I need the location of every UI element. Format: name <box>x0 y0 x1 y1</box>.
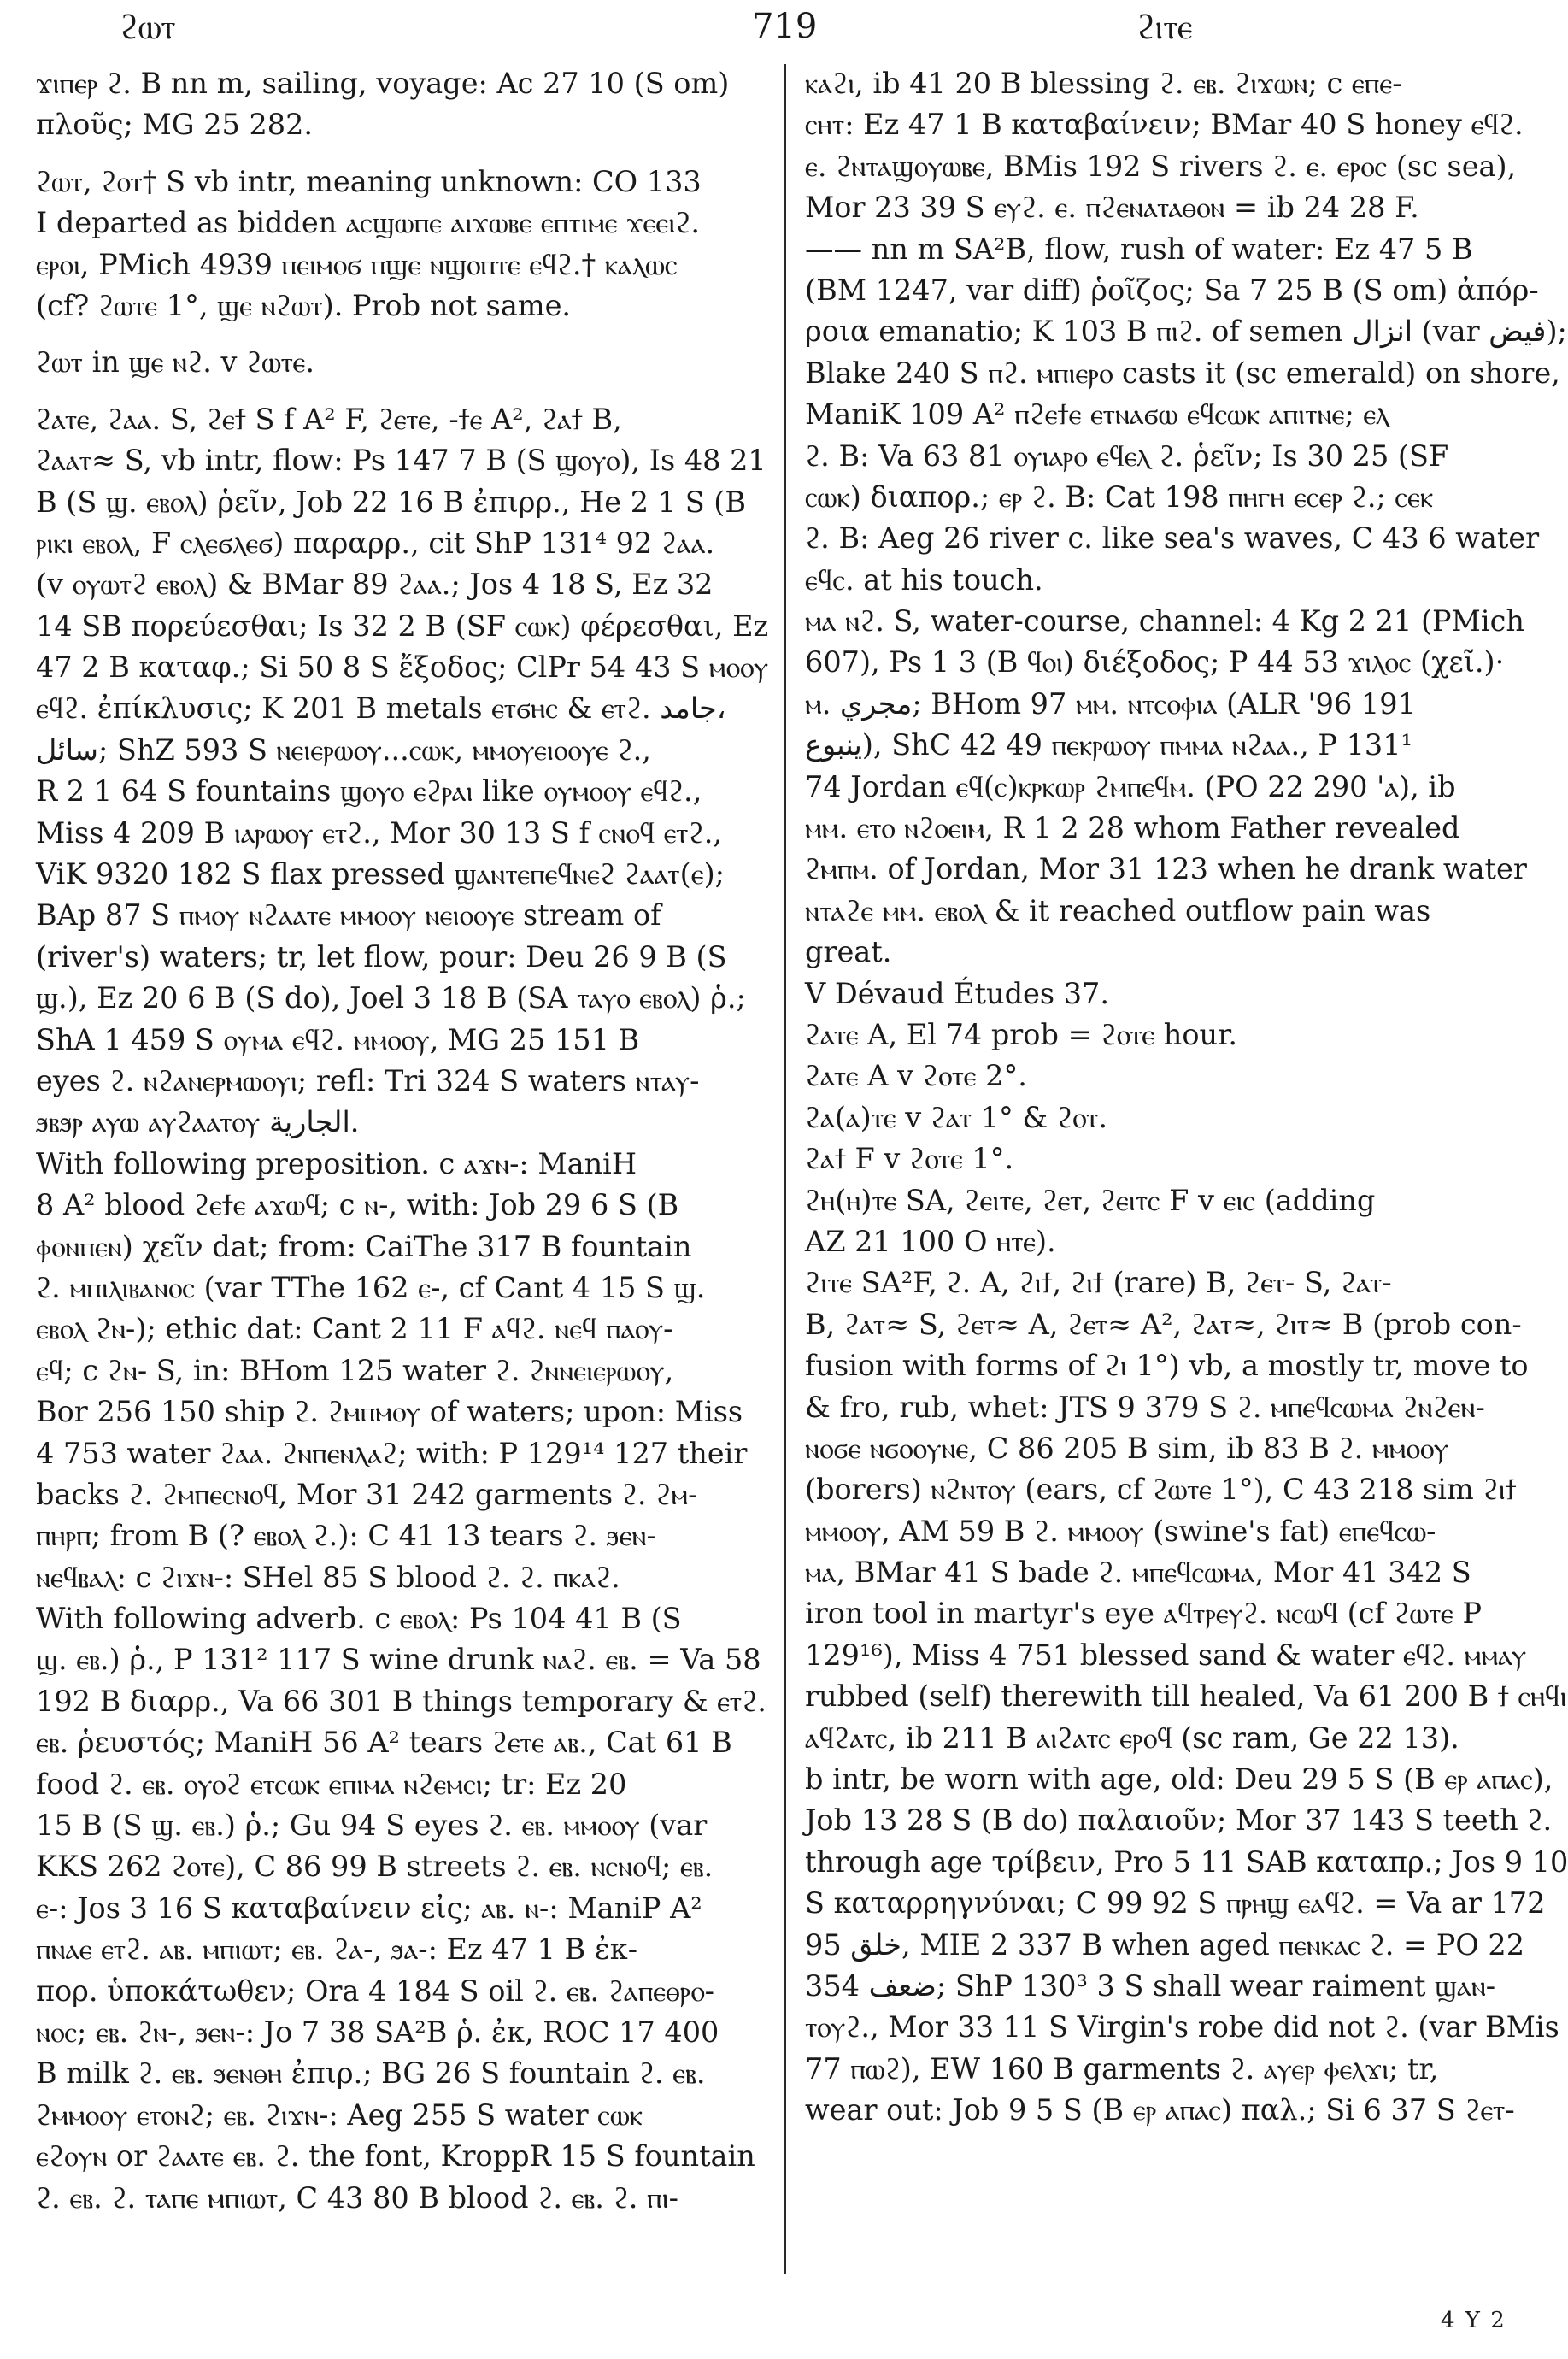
text-line: With following preposition. c ⲁϫⲛ-: ManiH <box>36 1146 637 1180</box>
column-divider <box>784 64 786 2274</box>
running-headword-left: ϩⲱⲧ <box>120 8 176 47</box>
text-line: سائل; ShZ 593 S ⲛⲉⲓⲉⲣⲱⲟⲩ...ⲥⲱⲕ, ⲙⲙⲟⲩⲉⲓⲟⲟⲩⲉ ϩ., <box>36 732 651 767</box>
text-line: b intr, be worn with age, old: Deu 29 5 S (B ⲉⲣ ⲁⲡⲁⲥ), <box>805 1762 1553 1797</box>
text-line: ⲁϥϩⲁⲧⲥ, ib 211 B ⲁⲓϩⲁⲧⲥ ⲉⲣⲟϥ (sc ram, Ge 22 13). <box>805 1721 1459 1755</box>
running-header <box>34 7 1530 58</box>
text-line: ⲛⲟϭⲉ ⲛϭⲟⲟⲩⲛⲉ, C 86 205 B sim, ib 83 B ϩ. ⲙⲙⲟⲟⲩ <box>805 1431 1448 1465</box>
text-line: B, ϩⲁⲧ≈ S, ϩⲉⲧ≈ A, ϩⲉⲧ≈ A², ϩⲁⲧ≈, ϩⲓⲧ≈ B (prob con- <box>805 1307 1522 1341</box>
text-line: ϩⲏ(ⲏ)ⲧⲉ SA, ϩⲉⲓⲧⲉ, ϩⲉⲧ, ϩⲉⲓⲧⲥ F v ⲉⲓⲥ (adding <box>805 1183 1376 1217</box>
text-line: ϩ. ⲙⲡⲓⲗⲓⲃⲁⲛⲟⲥ (var TThe 162 ⲉ-, cf Cant 4 15 S ϣ. <box>36 1270 706 1304</box>
text-line: ⲛⲉϥⲃⲁⲗ: c ϩⲓϫⲛ-: SHel 85 S blood ϩ. ϩ. ⲡⲕⲁϩ. <box>36 1560 620 1594</box>
text-line: ManiK 109 A² ⲡϩⲉϯⲉ ⲉⲧⲛⲁϭⲱ ⲉϥⲥⲱⲕ ⲁⲡⲓⲧⲛⲉ; ⲉⲗ <box>805 397 1389 432</box>
text-line: 95 خلق, MIE 2 337 B when aged ⲡⲉⲛⲕⲁⲥ ϩ. = PO 22 <box>805 1927 1525 1962</box>
text-line: ⲙ. مجري; BHom 97 ⲙⲙ. ⲛⲧⲥⲟⲫⲓⲁ (ALR '96 191 <box>805 686 1416 721</box>
text-line: ϫⲓⲡⲉⲣ ϩ. B nn m, sailing, voyage: Ac 27 10 (S om) <box>36 67 730 100</box>
page-number: 719 <box>752 7 818 46</box>
text-line: V Dévaud Études 37. <box>805 976 1109 1010</box>
entry-gap <box>36 146 779 162</box>
text-line: ϩ. B: Aeg 26 river c. like sea's waves, C 43 6 water <box>805 521 1540 556</box>
text-line: AZ 21 100 O ⲏⲧⲉ). <box>805 1224 1056 1258</box>
text-line: iron tool in martyr's eye ⲁϥⲧⲣⲉⲩϩ. ⲛⲥⲱϥ (cf ϩⲱⲧⲉ P <box>805 1597 1482 1631</box>
text-line: (cf? ϩⲱⲧⲉ 1°, ϣⲉ ⲛϩⲱⲧ). Prob not same. <box>36 288 572 322</box>
text-line: food ϩ. ⲉⲃ. ⲟⲩⲟϩ ⲉⲧⲥⲱⲕ ⲉⲡⲓⲙⲁ ⲛϩⲉⲙⲥⲓ; tr: Ez 20 <box>36 1767 627 1801</box>
text-line: ⲛⲧⲁϩⲉ ⲙⲙ. ⲉⲃⲟⲗ & it reached outflow pain was <box>805 893 1431 927</box>
text-line: Bor 256 150 ship ϩ. ϩⲙⲡⲙⲟⲩ of waters; upon: Miss <box>36 1395 743 1429</box>
text-line: fusion with forms of ϩⲓ 1°) vb, a mostly tr, move to <box>805 1349 1529 1383</box>
text-line: ϩⲓⲧⲉ SA²F, ϩ. A, ϩⲓϯ, ϩⲓϯ (rare) B, ϩⲉⲧ- S, ϩⲁⲧ- <box>805 1266 1392 1300</box>
right-column <box>805 63 1568 2132</box>
text-line: B milk ϩ. ⲉⲃ. ϧⲉⲛⲑⲏ ἐπιρ.; BG 26 S fountain ϩ. ⲉⲃ. <box>36 2056 706 2091</box>
text-line: ϧⲃϧⲣ ⲁⲩⲱ ⲁⲩϩⲁⲁⲧⲟⲩ الجارية. <box>36 1105 360 1139</box>
text-line: ⲉⲃ. ῥευστός; ManiH 56 A² tears ϩⲉⲧⲉ ⲁⲃ., Cat 61 B <box>36 1726 732 1760</box>
text-line: ϩⲙⲙⲟⲟⲩ ⲉⲧⲟⲛϩ; ⲉⲃ. ϩⲓϫⲛ-: Aeg 255 S water ⲥⲱⲕ <box>36 2097 643 2132</box>
text-line: ϩⲁⲁⲧ≈ S, vb intr, flow: Ps 147 7 B (S ϣⲟⲩⲟ), Is 48 21 <box>36 444 766 478</box>
text-line: B (S ϣ. ⲉⲃⲟⲗ) ῥεῖν, Job 22 16 B ἐπιρρ., He 2 1 S (B <box>36 485 746 519</box>
text-line: BAp 87 S ⲡⲙⲟⲩ ⲛϩⲁⲁⲧⲉ ⲙⲙⲟⲟⲩ ⲛⲉⲓⲟⲟⲩⲉ stream of <box>36 898 661 932</box>
text-line: ⲙⲙⲟⲟⲩ, AM 59 B ϩ. ⲙⲙⲟⲟⲩ (swine's fat) ⲉⲡⲉϥⲥⲱ- <box>805 1514 1436 1548</box>
text-line: ⲉ-: Jos 3 16 S καταβαίνειν εἰς; ⲁⲃ. ⲛ-: ManiP A² <box>36 1891 702 1925</box>
running-headword-right: ϩⲓⲧⲉ <box>1136 8 1193 47</box>
text-line: ⲉϥ; c ϩⲛ- S, in: BHom 125 water ϩ. ϩⲛⲛⲉⲓⲉⲣⲱⲟⲩ, <box>36 1353 674 1387</box>
text-line: (BM 1247, var diff) ῥοῖζος; Sa 7 25 B (S om) ἀπόρ- <box>805 273 1539 307</box>
text-line: ροια emanatio; K 103 B ⲡⲓϩ. of semen انزال (var فيض); <box>805 315 1567 349</box>
text-line: ⲕⲁϩⲓ, ib 41 20 B blessing ϩ. ⲉⲃ. ϩⲓϫⲱⲛ; c ⲉⲡⲉ- <box>805 67 1402 100</box>
left-column <box>36 63 779 2219</box>
text-line: I departed as bidden ⲁⲥϣⲱⲡⲉ ⲁⲓϫⲱⲃⲉ ⲉⲡⲧⲓⲙⲉ ϫⲉⲉⲓϩ. <box>36 206 701 240</box>
text-line: (river's) waters; tr, let flow, pour: Deu 26 9 B (S <box>36 939 727 974</box>
text-line: ϩⲁⲧⲉ A, El 74 prob = ϩⲟⲧⲉ hour. <box>805 1017 1238 1051</box>
text-line: ϩⲁⲧⲉ, ϩⲁⲁ. S, ϩⲉϯ S f A² F, ϩⲉⲧⲉ, -ϯⲉ A², ϩⲁϯ B, <box>36 402 622 436</box>
text-line: ⲉϩⲟⲩⲛ or ϩⲁⲁⲧⲉ ⲉⲃ. ϩ. the font, KroppR 15 S fountain <box>36 2139 755 2174</box>
text-line: ViK 9320 182 S flax pressed ϣⲁⲛⲧⲉⲡⲉϥⲛⲉϩ ϩⲁⲁⲧ(ⲉ); <box>36 857 725 891</box>
text-line: ϩⲱⲧ, ϩⲟⲧ† S vb intr, meaning unknown: CO 133 <box>36 164 702 198</box>
text-line: & fro, rub, whet: JTS 9 379 S ϩ. ⲙⲡⲉϥⲥⲱⲙⲁ ϩⲛϩⲉⲛ- <box>805 1390 1485 1424</box>
text-line: 14 SB πορεύεσθαι; Is 32 2 B (SF ⲥⲱⲕ) φέρεσθαι, Ez <box>36 609 769 643</box>
text-line: ⲉϥϩ. ἐπίκλυσις; K 201 B metals ⲉⲧϭⲏⲥ & ⲉⲧϩ. جامد، <box>36 691 726 726</box>
text-line: 74 Jordan ⲉϥ(ⲥ)ⲕⲣⲕⲱⲣ ϩⲙⲡⲉϥⲙ. (PO 22 290 'ⲁ), ib <box>805 769 1456 803</box>
text-line: ShA 1 459 S ⲟⲩⲙⲁ ⲉϥϩ. ⲙⲙⲟⲟⲩ, MG 25 151 B <box>36 1022 640 1056</box>
text-line: S καταρρηγνύναι; C 99 92 S ⲡⲣⲏϣ ⲉⲁϥϩ. = Va ar 172 <box>805 1886 1546 1921</box>
text-line: ⲉϥⲥ. at his touch. <box>805 562 1043 597</box>
text-line: ϣ. ⲉⲃ.) ῥ., P 131² 117 S wine drunk ⲛⲁϩ. ⲉⲃ. = Va 58 <box>36 1643 761 1677</box>
text-line: through age τρίβειν, Pro 5 11 SAB καταπρ.; Jos 9 10 <box>805 1844 1568 1879</box>
text-line: 77 ⲡⲱϩ), EW 160 B garments ϩ. ⲁⲩⲉⲣ ⲫⲉⲗϫⲓ; tr, <box>805 2051 1439 2085</box>
text-line: ϩⲁⲧⲉ A v ϩⲟⲧⲉ 2°. <box>805 1059 1027 1093</box>
text-line: Miss 4 209 B ⲓⲁⲣⲱⲟⲩ ⲉⲧϩ., Mor 30 13 S f ⲥⲛⲟϥ ⲉⲧϩ., <box>36 815 722 850</box>
text-line: —— nn m SA²B, flow, rush of water: Ez 47 5 B <box>805 232 1473 266</box>
text-line: ⲙⲁ, BMar 41 S bade ϩ. ⲙⲡⲉϥⲥⲱⲙⲁ, Mor 41 342 S <box>805 1556 1471 1590</box>
text-line: ⲥⲱⲕ) διαπορ.; ⲉⲣ ϩ. B: Cat 198 ⲡⲏⲅⲏ ⲉⲥⲉⲣ ϩ.; ⲥⲉⲕ <box>805 479 1434 514</box>
text-line: Mor 23 39 S ⲉⲩϩ. ⲉ. ⲡϩⲉⲛⲁⲧⲁⲑⲟⲛ = ib 24 28 F. <box>805 191 1419 225</box>
text-line: ⲉⲃⲟⲗ ϩⲛ-); ethic dat: Cant 2 11 F ⲁϥϩ. ⲛⲉϥ ⲡⲁⲟⲩ- <box>36 1312 673 1346</box>
text-line: ⲧⲟⲩϩ., Mor 33 11 S Virgin's robe did not ϩ. (var BMis <box>805 2010 1559 2044</box>
entry-gap <box>36 384 779 399</box>
text-line: eyes ϩ. ⲛϩⲁⲛⲉⲣⲙⲱⲟⲩⲓ; refl: Tri 324 S waters ⲛⲧⲁⲩ- <box>36 1063 700 1097</box>
text-line: ϩⲱⲧ in ϣⲉ ⲛϩ. v ϩⲱⲧⲉ. <box>36 345 315 379</box>
text-line: ϩ. B: Va 63 81 ⲟⲩⲓⲁⲣⲟ ⲉϥⲉⲗ ϩ. ῥεῖν; Is 30 25 (SF <box>805 438 1449 473</box>
text-line: rubbed (self) therewith till healed, Va 61 200 B ϯ ⲥⲏϥⲓ <box>805 1680 1567 1714</box>
text-line: 129¹⁶), Miss 4 751 blessed sand & water ⲉϥϩ. ⲙⲙⲁⲩ <box>805 1638 1527 1672</box>
text-line: backs ϩ. ϩⲙⲡⲉⲥⲛⲟϥ, Mor 31 242 garments ϩ. ϩⲙ- <box>36 1477 698 1511</box>
text-line: 8 A² blood ϩⲉϯⲉ ⲁϫⲱϥ; c ⲛ-, with: Job 29 6 S (B <box>36 1188 679 1222</box>
text-line: KKS 262 ϩⲟⲧⲉ), C 86 99 B streets ϩ. ⲉⲃ. ⲛⲥⲛⲟϥ; ⲉⲃ. <box>36 1850 714 1884</box>
text-line: great. <box>805 935 892 969</box>
text-line: πλοῦς; MG 25 282. <box>36 108 314 142</box>
text-line: 4 753 water ϩⲁⲁ. ϩⲛⲡⲉⲛⲗⲁϩ; with: P 129¹⁴ 127 their <box>36 1436 748 1470</box>
text-line: 47 2 B καταφ.; Si 50 8 S ἔξοδος; ClPr 54 43 S ⲙⲟⲟⲩ <box>36 650 769 685</box>
text-line: ⲥⲏⲧ: Ez 47 1 B καταβαίνειν; BMar 40 S honey ⲉϥϩ. <box>805 108 1524 142</box>
text-line: 354 ضعف; ShP 130³ 3 S shall wear raiment ϣⲁⲛ- <box>805 1968 1496 2003</box>
text-line: ⲙⲙ. ⲉⲧⲟ ⲛϩⲟⲉⲓⲙ, R 1 2 28 whom Father revealed <box>805 811 1460 845</box>
text-line: ϣ.), Ez 20 6 B (S do), Joel 3 18 B (SA ⲧⲁⲩⲟ ⲉⲃⲟⲗ) ῥ.; <box>36 981 746 1015</box>
text-line: R 2 1 64 S fountains ϣⲟⲩⲟ ⲉϩⲣⲁⲓ like ⲟⲩⲙⲟⲟⲩ ⲉϥϩ., <box>36 774 702 809</box>
entry-gap <box>36 326 779 342</box>
text-line: ϩⲁϯ F v ϩⲟⲧⲉ 1°. <box>805 1142 1014 1176</box>
text-line: Job 13 28 S (B do) παλαιοῦν; Mor 37 143 S teeth ϩ. <box>805 1803 1553 1838</box>
signature-mark: 4 Y 2 <box>1441 2308 1506 2333</box>
text-line: πορ. ὑποκάτωθεν; Ora 4 184 S oil ϩ. ⲉⲃ. ϩⲁⲡⲉⲑⲣⲟ- <box>36 1974 714 2008</box>
text-line: 192 B διαρρ., Va 66 301 B things temporary & ⲉⲧϩ. <box>36 1684 766 1718</box>
text-line: (borers) ⲛϩⲛⲧⲟⲩ (ears, cf ϩⲱⲧⲉ 1°), C 43 218 sim ϩⲓϯ <box>805 1473 1517 1507</box>
text-line: ⲉⲣⲟⲓ, PMich 4939 ⲡⲉⲓⲙⲟϭ ⲡϣⲉ ⲛϣⲟⲡⲧⲉ ⲉϥϩ.† ⲕⲁⲗⲱⲥ <box>36 247 678 281</box>
text-line: ϩⲙⲡⲙ. of Jordan, Mor 31 123 when he drank water <box>805 852 1527 886</box>
text-line: ⲉ. ϩⲛⲧⲁϣⲟⲩⲱⲃⲉ, BMis 192 S rivers ϩ. ⲉ. ⲉⲣⲟⲥ (sc sea), <box>805 149 1517 183</box>
text-line: ⲡⲏⲣⲡ; from B (? ⲉⲃⲟⲗ ϩ.): C 41 13 tears ϩ. ϧⲉⲛ- <box>36 1519 656 1553</box>
text-line: (v ⲟⲩⲱⲧϩ ⲉⲃⲟⲗ) & BMar 89 ϩⲁⲁ.; Jos 4 18 S, Ez 32 <box>36 568 714 602</box>
text-line: ⲡⲛⲁⲉ ⲉⲧϩ. ⲁⲃ. ⲙⲡⲓⲱⲧ; ⲉⲃ. ϩⲁ-, ϧⲁ-: Ez 47 1 B ἐκ- <box>36 1932 638 1967</box>
text-line: ϩ. ⲉⲃ. ϩ. ⲧⲁⲡⲉ ⲙⲡⲓⲱⲧ, C 43 80 B blood ϩ. ⲉⲃ. ϩ. ⲡⲓ- <box>36 2180 678 2215</box>
text-line: 15 B (S ϣ. ⲉⲃ.) ῥ.; Gu 94 S eyes ϩ. ⲉⲃ. ⲙⲙⲟⲟⲩ (var <box>36 1809 708 1843</box>
text-line: 607), Ps 1 3 (B ϥⲟⲓ) διέξοδος; P 44 53 ϫⲓⲗⲟⲥ (χεῖ.)· <box>805 645 1505 679</box>
text-line: ⲫⲟⲛⲡⲉⲛ) χεῖν dat; from: CaiThe 317 B fountain <box>36 1229 692 1263</box>
text-line: ⲣⲓⲕⲓ ⲉⲃⲟⲗ, F ⲥⲗⲉϭⲗⲉϭ) παραρρ., cit ShP 131⁴ 92 ϩⲁⲁ. <box>36 526 715 560</box>
text-line: ينبوع), ShC 42 49 ⲡⲉⲕⲣⲱⲟⲩ ⲡⲙⲙⲁ ⲛϩⲁⲁ., P 131¹ <box>805 728 1412 762</box>
text-line: ⲙⲁ ⲛϩ. S, water-course, channel: 4 Kg 2 21 (PMich <box>805 604 1524 638</box>
text-line: With following adverb. c ⲉⲃⲟⲗ: Ps 104 41 B (S <box>36 1602 682 1636</box>
text-line: wear out: Job 9 5 S (B ⲉⲣ ⲁⲡⲁⲥ) παλ.; Si 6 37 S ϩⲉⲧ- <box>805 2093 1515 2127</box>
text-line: ϩⲁ(ⲁ)ⲧⲉ v ϩⲁⲧ 1° & ϩⲟⲧ. <box>805 1100 1108 1134</box>
text-line: Blake 240 S ⲡϩ. ⲙⲡⲓⲉⲣⲟ casts it (sc emerald) on shore, <box>805 356 1560 390</box>
text-line: ⲛⲟⲥ; ⲉⲃ. ϩⲛ-, ϧⲉⲛ-: Jo 7 38 SA²B ῥ. ἐκ, ROC 17 400 <box>36 2015 719 2049</box>
